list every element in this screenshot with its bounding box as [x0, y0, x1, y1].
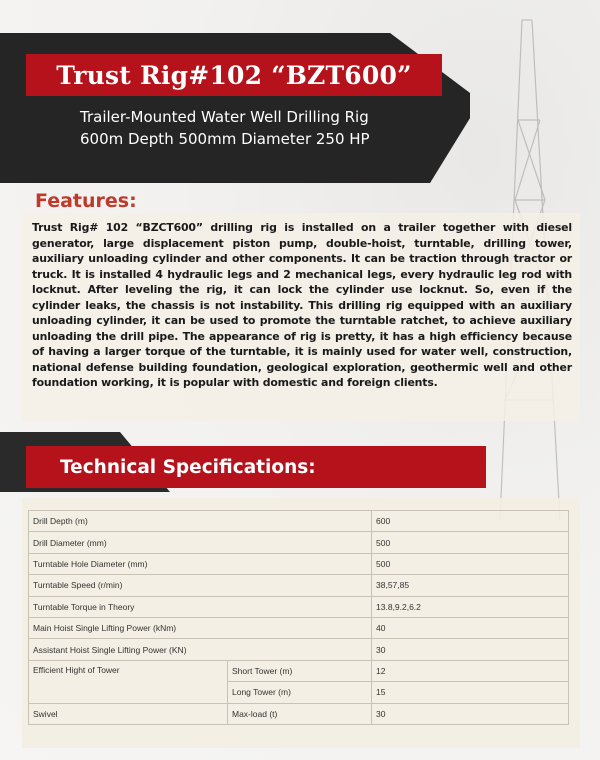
- spec-value: 600: [372, 511, 569, 532]
- table-row: [29, 596, 569, 617]
- table-row: [29, 660, 569, 681]
- spec-value: 38,57,85: [372, 575, 569, 596]
- table-row: [29, 511, 569, 532]
- spec-label: Drill Depth (m): [29, 511, 372, 532]
- spec-label: Assistant Hoist Single Lifting Power (KN): [29, 639, 372, 660]
- spec-label: Main Hoist Single Lifting Power (kNm): [29, 617, 372, 638]
- spec-label: Turntable Hole Diameter (mm): [29, 553, 372, 574]
- specs-table: [28, 510, 569, 725]
- swivel-max-load-value: 30: [372, 703, 569, 724]
- features-heading: Features:: [35, 190, 137, 212]
- specs-heading: Technical Specifications:: [60, 456, 316, 478]
- table-row: [29, 639, 569, 660]
- subtitle-line-1: Trailer-Mounted Water Well Drilling Rig: [80, 108, 369, 126]
- spec-value: 30: [372, 639, 569, 660]
- table-row: [29, 703, 569, 724]
- short-tower-value: 12: [372, 660, 569, 681]
- spec-label: Turntable Torque in Theory: [29, 596, 372, 617]
- spec-value: 500: [372, 553, 569, 574]
- subtitle: [80, 106, 440, 150]
- short-tower-label: Short Tower (m): [228, 660, 372, 681]
- swivel-label: Swivel: [29, 703, 228, 724]
- spec-value: 13.8,9.2,6.2: [372, 596, 569, 617]
- table-row: [29, 617, 569, 638]
- spec-label: Turntable Speed (r/min): [29, 575, 372, 596]
- spec-label: Drill Diameter (mm): [29, 532, 372, 553]
- swivel-max-load-label: Max-load (t): [228, 703, 372, 724]
- table-row: [29, 575, 569, 596]
- tower-height-label: Efficient Hight of Tower: [29, 660, 228, 703]
- spec-value: 40: [372, 617, 569, 638]
- specs-banner: [26, 446, 486, 488]
- table-row: [29, 532, 569, 553]
- long-tower-label: Long Tower (m): [228, 682, 372, 703]
- long-tower-value: 15: [372, 682, 569, 703]
- title-banner: [26, 54, 442, 96]
- spec-value: 500: [372, 532, 569, 553]
- table-row: [29, 553, 569, 574]
- features-body: Trust Rig# 102 “BZCT600” drilling rig is installed on a trailer together with diesel generator, large displacement piston pump, double-hoist, turntable, drilling tower, auxiliary unloading cylinder and other components. It can be traction through tractor or truck. It is installed 4 hydraulic legs and 2 mechanical legs, every hydraulic leg rod with locknut. After leveling the rig, it can lock the cylinder use locknut. So, even if the cylinder leaks, the chassis is not instability. This drilling rig equipped with an auxiliary unloading cylinder, it can be used to promote the turntable ratchet, to achieve auxiliary unloading the drill pipe. The appearance of rig is pretty, it has a high efficiency because of having a larger torque of the turntable, it is mainly used for water well, construction, national defense building foundation, geological exploration, geothermic well and other foundation working, it is popular with domestic and foreign clients.: [32, 221, 572, 389]
- subtitle-line-2: 600m Depth 500mm Diameter 250 HP: [80, 130, 370, 148]
- page-title: Trust Rig#102 “BZT600”: [56, 60, 412, 90]
